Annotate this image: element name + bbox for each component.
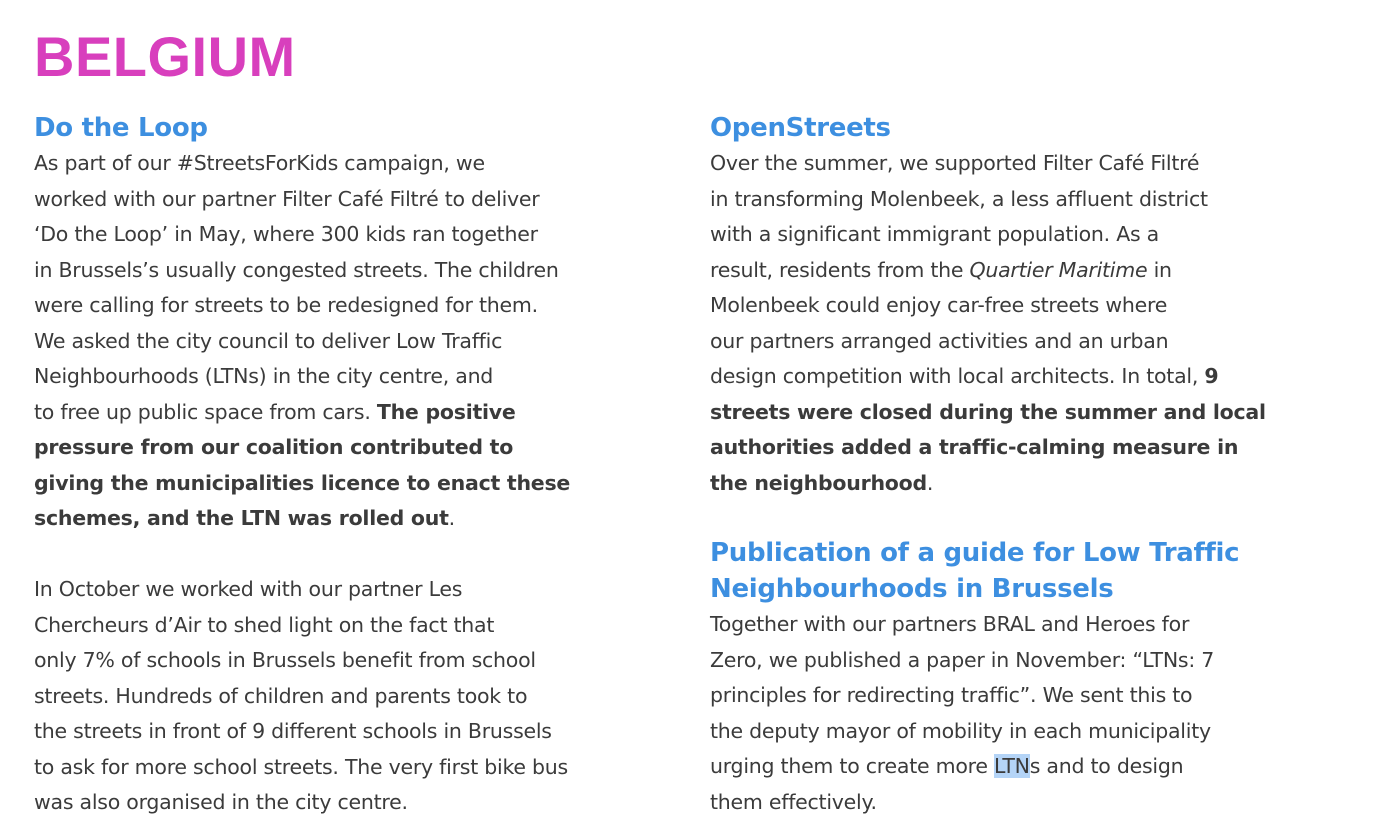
- text-line: streets were closed during the summer and local: [710, 399, 1266, 424]
- text-line: were calling for streets to be redesigned for them.: [34, 293, 538, 317]
- text-line: authorities added a traffic-calming measure in: [710, 435, 1239, 459]
- text-line: Chercheurs d’Air to shed light on the fact that: [34, 612, 495, 637]
- text-line: streets. Hundreds of children and parents took to: [34, 683, 528, 708]
- text-line: [34, 501, 684, 537]
- text-line: ‘Do the Loop’ in May, where 300 kids ran together: [34, 222, 538, 246]
- text-bold: The positive: [376, 399, 516, 424]
- text-line: with a significant immigrant population. As a: [710, 222, 1159, 246]
- text-line: to ask for more school streets. The very first bike bus: [34, 754, 568, 779]
- text-line: worked with our partner Filter Café Filtré to deliver: [34, 186, 540, 211]
- section-heading-ltn-guide: [710, 535, 1350, 607]
- do-the-loop-paragraph: [34, 146, 684, 537]
- paragraph-gap: [34, 537, 684, 573]
- heading-line: Publication of a guide for Low Traffic: [710, 538, 1240, 568]
- text-line: [710, 359, 1350, 395]
- text-line: We asked the city council to deliver Low Traffic: [34, 328, 503, 353]
- text-regular: s and to design: [1029, 754, 1184, 778]
- text-bold: schemes, and the LTN was rolled out: [34, 506, 449, 530]
- text-line: our partners arranged activities and an urban: [710, 328, 1169, 353]
- section-heading-do-the-loop: Do the Loop: [34, 113, 208, 143]
- left-column: [34, 110, 684, 821]
- text-line: Molenbeek could enjoy car-free streets where: [710, 293, 1168, 317]
- school-streets-paragraph: [34, 572, 684, 821]
- text-line: [34, 395, 684, 431]
- text-line: Over the summer, we supported Filter Café Filtré: [710, 151, 1200, 175]
- text-italic: Quartier Maritime: [969, 257, 1148, 282]
- text-regular: in: [1147, 257, 1172, 282]
- right-column: [710, 110, 1350, 820]
- text-line: the streets in front of 9 different schools in Brussels: [34, 719, 552, 743]
- text-line: In October we worked with our partner Les: [34, 577, 463, 601]
- text-line: [710, 253, 1350, 289]
- ltn-guide-paragraph: [710, 607, 1350, 820]
- text-regular: design competition with local architects. In total,: [710, 364, 1205, 388]
- text-line: Together with our partners BRAL and Heroes for: [710, 612, 1190, 636]
- text-line: in Brussels’s usually congested streets. The children: [34, 257, 559, 282]
- text-line: [710, 466, 1350, 502]
- text-line: Neighbourhoods (LTNs) in the city centre, and: [34, 364, 494, 388]
- text-bold: the neighbourhood: [710, 470, 927, 495]
- text-regular: .: [448, 506, 455, 530]
- heading-line: Neighbourhoods in Brussels: [710, 574, 1114, 604]
- text-line: [710, 749, 1350, 785]
- text-line: only 7% of schools in Brussels benefit from school: [34, 648, 536, 672]
- text-line: principles for redirecting traffic”. We sent this to: [710, 683, 1193, 707]
- text-line: them effectively.: [710, 789, 877, 814]
- section-gap: [710, 501, 1350, 535]
- text-regular: result, residents from the: [710, 257, 970, 282]
- text-line: pressure from our coalition contributed to: [34, 435, 514, 459]
- text-line: Zero, we published a paper in November: “LTNs: 7: [710, 647, 1215, 672]
- section-heading-openstreets: OpenStreets: [710, 113, 891, 143]
- text-line: was also organised in the city centre.: [34, 790, 408, 814]
- text-line: in transforming Molenbeek, a less affluent district: [710, 186, 1208, 211]
- text-regular: .: [926, 470, 934, 495]
- text-line: As part of our #StreetsForKids campaign, we: [34, 151, 485, 175]
- page-title: BELGIUM: [34, 25, 296, 88]
- text-line: giving the municipalities licence to enact these: [34, 470, 571, 495]
- text-line: the deputy mayor of mobility in each municipality: [710, 718, 1211, 743]
- openstreets-paragraph: [710, 146, 1350, 501]
- text-bold: 9: [1204, 364, 1219, 388]
- text-selection-highlight[interactable]: LTN: [993, 754, 1030, 778]
- text-regular: urging them to create more: [710, 754, 994, 778]
- text-regular: to free up public space from cars.: [34, 399, 377, 424]
